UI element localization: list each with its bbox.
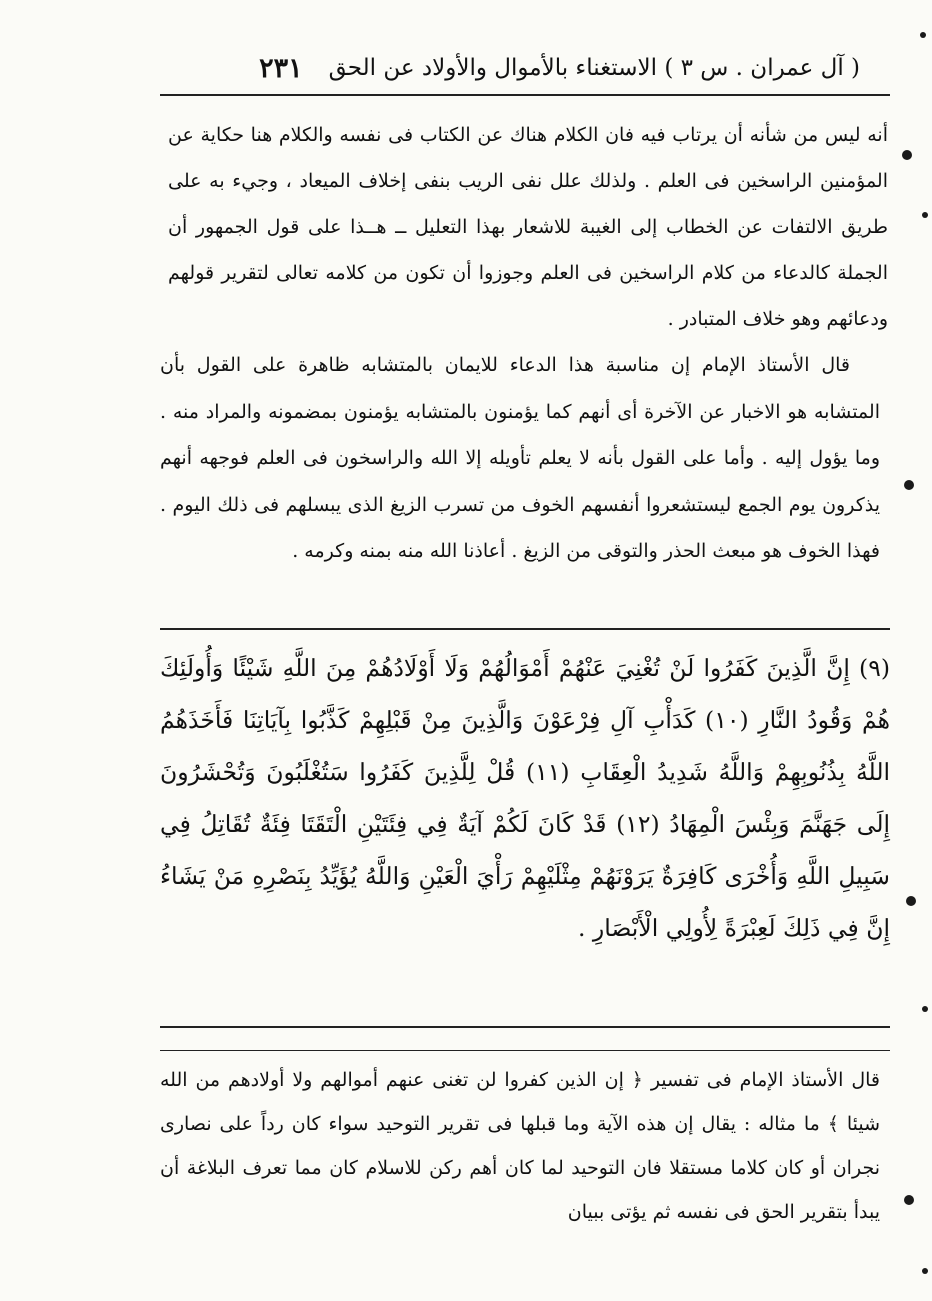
- commentary-paragraph-2: قال الأستاذ الإمام إن مناسبة هذا الدعاء للايمان بالمتشابه ظاهرة على القول بأن المتشابه هو الاخبار عن الآخرة أى أنهم كما يؤمنون بالمتشابه يؤمنون بمضمونه والمراد منه . وما يؤول إليه . وأما على القول بأنه لا يعلم تأويله إلا الله والراسخون فى العلم فوجهه أنهم يذكرون يوم الجمع ليستشعروا أنفسهم الخوف من تسرب الزيغ الذى يبسلهم فى ذلك اليوم . فهذا الخوف هو مبعث الحذر والتوقى من الزيغ . أعاذنا الله منه بمنه وكرمه .: [160, 354, 880, 562]
- commentary-paragraph-1: أنه ليس من شأنه أن يرتاب فيه فان الكلام هناك عن الكتاب فى نفسه والكلام هنا حكاية عن المؤمنين الراسخين فى العلم . ولذلك علل نفى الريب بنفى إخلاف الميعاد ، وجيء به على طريق الالتفات عن الخطاب إلى الغيبة للاشعار بهذا التعليل ــ هــذا على قول الجمهور أن الجملة كالدعاء من كلام الراسخين فى العلم وجوزوا أن تكون من كلامه تعالى لتقرير قولهم ودعائهم وهو خلاف المتبادر .: [168, 124, 888, 330]
- scan-speck-7: [922, 1006, 928, 1012]
- scan-speck-2: [904, 480, 914, 490]
- header-title: ( آل عمران . س ٣ ) الاستغناء بالأموال والأولاد عن الحق: [328, 55, 860, 81]
- scan-speck-3: [906, 896, 916, 906]
- scan-speck-5: [920, 32, 926, 38]
- scan-speck-6: [922, 212, 928, 218]
- verse-bottom-rule: [160, 1026, 890, 1028]
- footnote-text: قال الأستاذ الإمام فى تفسير ﴿ إن الذين كفروا لن تغنى عنهم أموالهم ولا أولادهم من الله شيئا ﴾ ما مثاله : يقال إن هذه الآية وما قبلها فى تقرير التوحيد سواء كان رداً على نصارى نجران أو كان كلاما مستقلا فان التوحيد لما كان أهم ركن للاسلام كان مما تعرف البلاغة أن يبدأ بتقرير الحق فى نفسه ثم يؤتى ببيان: [160, 1069, 880, 1223]
- footnote-rule: [160, 1050, 890, 1051]
- quran-verses: (٩) إِنَّ الَّذِينَ كَفَرُوا لَنْ تُغْنِيَ عَنْهُمْ أَمْوَالُهُمْ وَلَا أَوْلَادُهُمْ مِنَ اللَّهِ شَيْئًا وَأُولَئِكَ هُمْ وَقُودُ النَّارِ (١٠) كَدَأْبِ آلِ فِرْعَوْنَ وَالَّذِينَ مِنْ قَبْلِهِمْ كَذَّبُوا بِآيَاتِنَا فَأَخَذَهُمُ اللَّهُ بِذُنُوبِهِمْ وَاللَّهُ شَدِيدُ الْعِقَابِ (١١) قُلْ لِلَّذِينَ كَفَرُوا سَتُغْلَبُونَ وَتُحْشَرُونَ إِلَى جَهَنَّمَ وَبِئْسَ الْمِهَادُ (١٢) قَدْ كَانَ لَكُمْ آيَةٌ فِي فِئَتَيْنِ الْتَقَتَا فِئَةٌ تُقَاتِلُ فِي سَبِيلِ اللَّهِ وَأُخْرَى كَافِرَةٌ يَرَوْنَهُمْ مِثْلَيْهِمْ رَأْيَ الْعَيْنِ وَاللَّهُ يُؤَيِّدُ بِنَصْرِهِ مَنْ يَشَاءُ إِنَّ فِي ذَلِكَ لَعِبْرَةً لِأُولِي الْأَبْصَارِ .: [160, 654, 891, 942]
- scan-speck-1: [902, 150, 912, 160]
- header-rule: [160, 94, 890, 96]
- running-header: [160, 48, 860, 88]
- scan-speck-4: [904, 1195, 914, 1205]
- page-number: ٢٣١: [259, 52, 303, 84]
- scan-speck-8: [922, 1268, 928, 1274]
- verse-top-rule: [160, 628, 890, 630]
